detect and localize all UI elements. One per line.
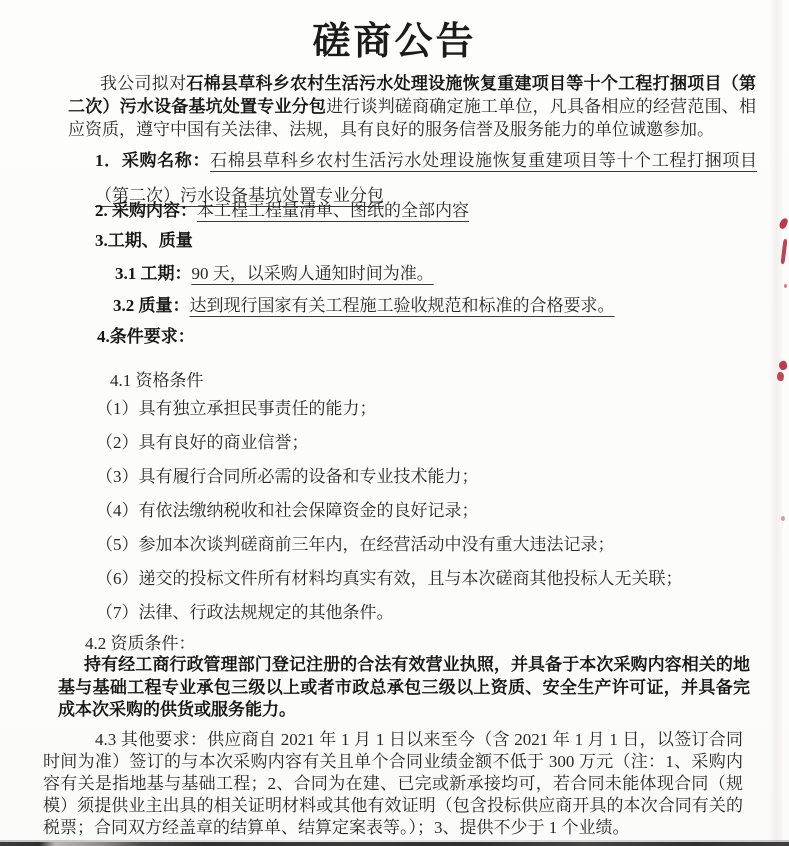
other-requirements-value: 供应商自 2021 年 1 月 1 日以来至今（含 2021 年 1 月 1 日，以签订合同时间为准）签订的与本次采购内容有关且单个合同业绩金额不低于 300 万元（注：1、采购内容有关是指地基与基础工程；2、合同为在建、已完或新承接均可，若合同未能体现合同（规模）须提供业主出具的相关证明材料或其他有效证明（包含投标供应商开具的本次合同有关的税票；合同双方经盖章的结算单、结算定案表等。）；3、提供不少于 1 个业绩。	[43, 730, 744, 837]
page-title: 磋商公告	[312, 21, 477, 63]
qualification-item: （7）法律、行政法规规定的其他条件。	[96, 603, 394, 622]
purchase-name-label: 1．采购名称：	[95, 151, 211, 170]
intro-suffix: 进行谈判磋商确定施工单位，凡具备相应的经营范围、相应资质，遵守中国有关法律、法规，具有良好的服务信誉及服务能力的单位诚邀参加。	[68, 97, 757, 139]
qualification-item: （3）具有履行合同所必需的设备和专业技术能力；	[96, 467, 479, 486]
scan-edge-shading	[769, 0, 783, 846]
purchase-content-value: 本工程工程量清单、图纸的全部内容	[197, 201, 469, 220]
intro-paragraph	[68, 72, 756, 141]
purchase-name-value: 石棉县草科乡农村生活污水处理设施恢复重建项目等十个工程打捆项目（第二次）污水设备基坑处置专业分包	[95, 151, 758, 205]
red-ink-mark	[778, 360, 788, 371]
qualification-list	[96, 392, 766, 630]
red-ink-mark	[784, 284, 787, 288]
intro-project-name: 石棉县草科乡农村生活污水处理设施恢复重建项目等十个工程打捆项目（第二次）污水设备基坑处置专业分包	[68, 74, 757, 116]
credential-heading: 4.2 资质条件：	[85, 634, 196, 653]
schedule-label: 3.1 工期：	[115, 264, 192, 283]
other-requirements-label: 4.3 其他要求：	[95, 730, 208, 749]
schedule-quality-heading: 3.工期、质量	[95, 231, 193, 250]
red-ink-mark	[778, 217, 788, 230]
red-ink-mark	[776, 371, 784, 381]
red-ink-mark	[781, 516, 785, 521]
intro-prefix: 我公司拟对	[100, 74, 187, 93]
qualification-item: （6）递交的投标文件所有材料均真实有效，且与本次磋商其他投标人无关联；	[96, 569, 683, 588]
qualification-item: （1）具有独立承担民事责任的能力；	[96, 399, 377, 418]
credential-paragraph: 持有经工商行政管理部门登记注册的合法有效营业执照，并具备于本次采购内容相关的地基与基础工程专业承包三级以上或者市政总承包三级以上资质、安全生产许可证，并具备完成本次采购的供货或服务能力。	[58, 655, 750, 720]
red-ink-mark	[780, 239, 787, 264]
qualification-item: （4）有依法缴纳税收和社会保障资金的良好记录；	[96, 501, 479, 520]
qualification-item: （2）具有良好的商业信誉；	[96, 433, 309, 452]
purchase-content-item	[95, 199, 775, 222]
qualification-heading: 4.1 资格条件	[110, 371, 204, 390]
qualification-item: （5）参加本次谈判磋商前三年内，在经营活动中没有重大违法记录；	[96, 535, 615, 554]
quality-value: 达到现行国家有关工程施工验收规范和标准的合格要求。	[189, 296, 615, 315]
schedule-item	[115, 262, 462, 285]
purchase-content-label: 2. 采购内容：	[95, 201, 197, 220]
quality-item	[113, 294, 621, 317]
other-requirements-paragraph	[43, 729, 743, 839]
conditions-heading: 4.条件要求：	[97, 327, 195, 346]
schedule-value: 90 天，以采购人通知时间为准。	[191, 264, 434, 283]
quality-label: 3.2 质量：	[113, 296, 190, 315]
scan-bottom-edge	[0, 842, 789, 846]
